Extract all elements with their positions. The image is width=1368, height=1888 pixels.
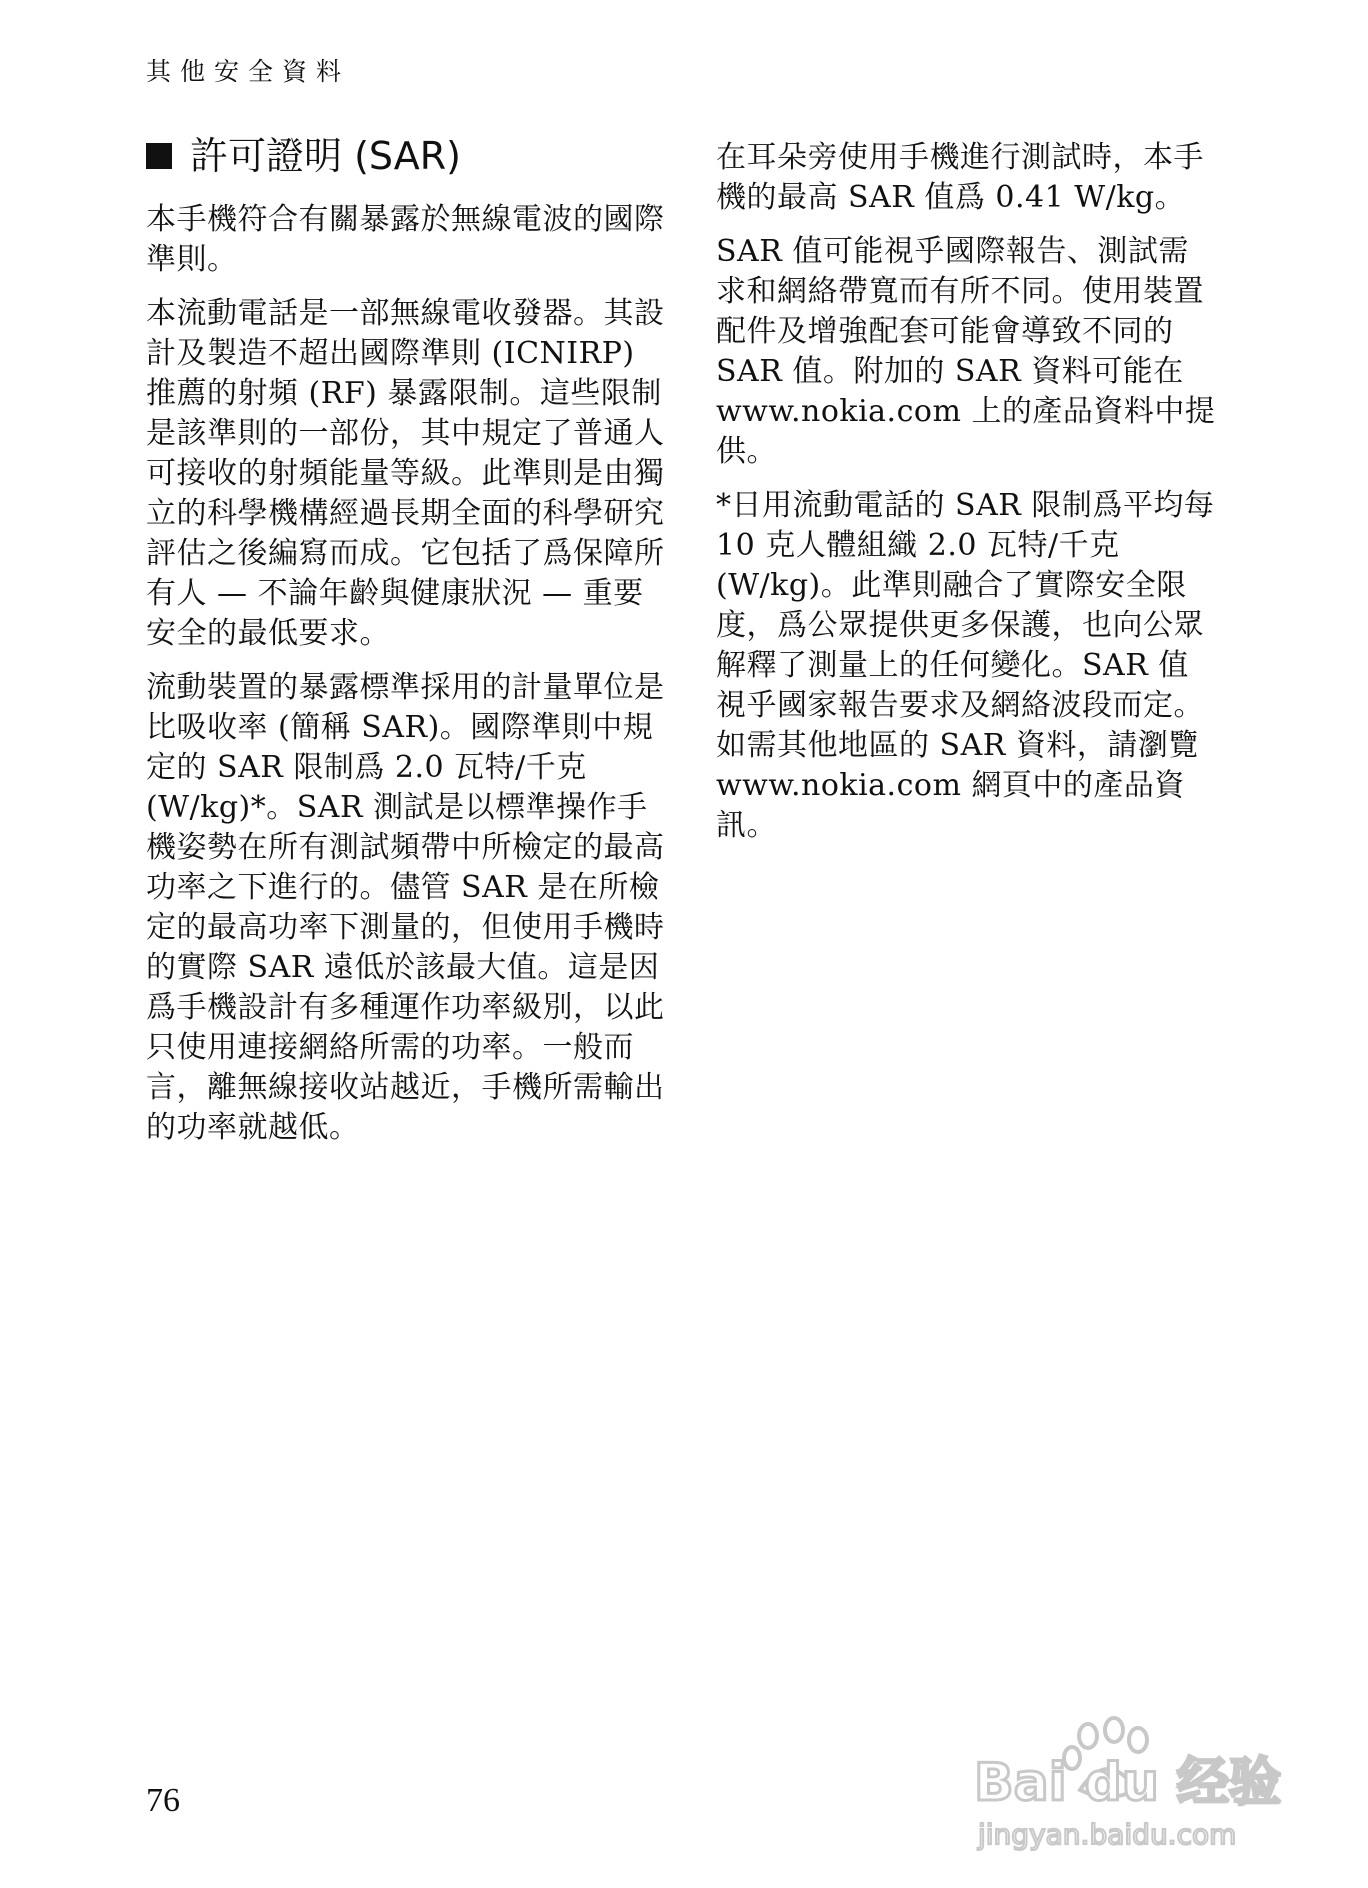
right-column: [716, 138, 1216, 860]
baidu-jingyan-watermark: [968, 1708, 1298, 1858]
paragraph-sar-definition: 流動裝置的暴露標準採用的計量單位是比吸收率 (簡稱 SAR)。國際準則中規定的 SAR 限制爲 2.0 瓦特/千克 (W/kg)*。SAR 測試是以標準操作手機姿勢在所有測試頻帶中所檢定的最高功率之下進行的。儘管 SAR 是在所檢定的最高功率下測量的，但使用手機時的實際 SAR 遠低於該最大值。這是因爲手機設計有多種運作功率級別，以此只使用連接網絡所需的功率。一般而言，離無線接收站越近，手機所需輸出的功率就越低。: [146, 670, 665, 1145]
paragraph-max-sar: 在耳朵旁使用手機進行測試時，本手機的最高 SAR 值爲 0.41 W/kg。: [716, 140, 1204, 215]
running-header: 其他安全資料: [146, 57, 351, 86]
watermark-url: jingyan.baidu.com: [978, 1818, 1237, 1851]
page-number: 76: [146, 1782, 180, 1819]
section-title: 許可證明 (SAR): [190, 134, 461, 178]
watermark-brand: Bai du 经验: [974, 1753, 1281, 1813]
left-column: [146, 132, 666, 1162]
paragraph-intro: 本手機符合有關暴露於無線電波的國際準則。: [146, 202, 665, 277]
paragraph-sar-variation: SAR 值可能視乎國際報告、測試需求和網絡帶寬而有所不同。使用裝置配件及增強配套可能會導致不同的 SAR 值。附加的 SAR 資料可能在 www.nokia.com 上的產品資料中提供。: [716, 234, 1216, 469]
square-bullet-icon: [146, 143, 172, 169]
paragraph-footnote: *日用流動電話的 SAR 限制爲平均每 10 克人體組織 2.0 瓦特/千克 (W/kg)。此準則融合了實際安全限度，爲公眾提供更多保護，也向公眾解釋了測量上的任何變化。SAR 值視乎國家報告要求及網絡波段而定。如需其他地區的 SAR 資料，請瀏覽 www.nokia.com 網頁中的產品資訊。: [716, 488, 1215, 843]
paragraph-icnirp: 本流動電話是一部無線電收發器。其設計及製造不超出國際準則 (ICNIRP) 推薦的射頻 (RF) 暴露限制。這些限制是該準則的一部份，其中規定了普通人可接收的射頻能量等級。此準則是由獨立的科學機構經過長期全面的科學研究評估之後編寫而成。它包括了爲保障所有人 — 不論年齡與健康狀況 — 重要安全的最低要求。: [146, 296, 665, 651]
section-heading: [146, 132, 666, 180]
